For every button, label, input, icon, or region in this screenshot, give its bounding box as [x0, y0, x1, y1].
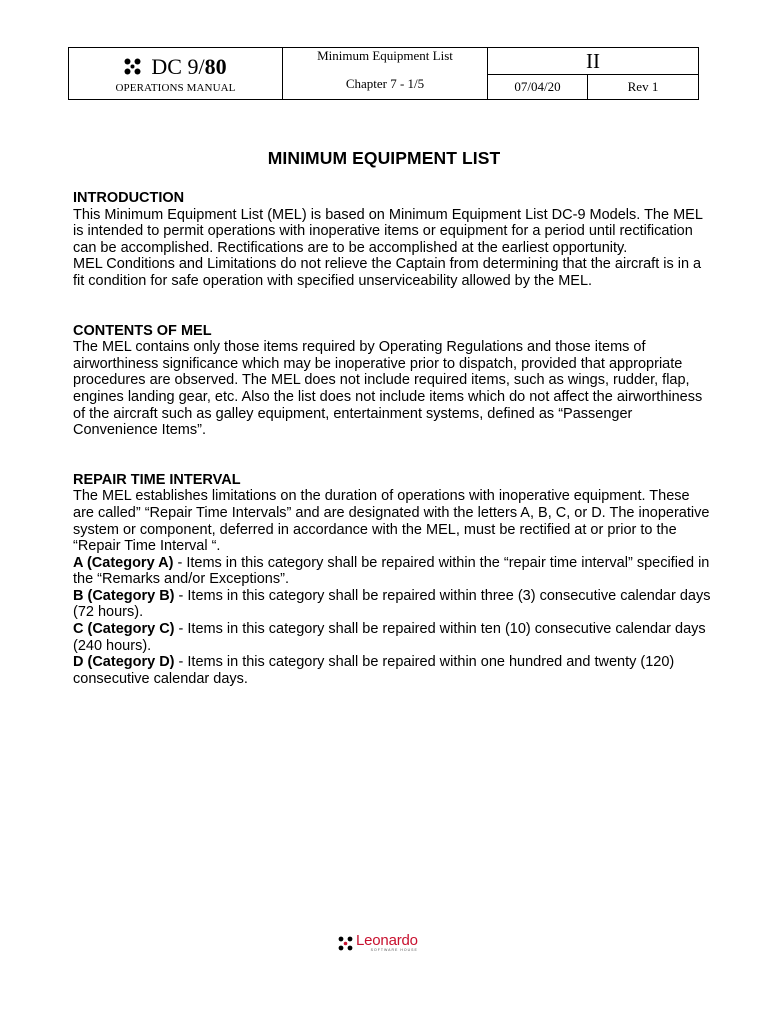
category-c-text: - Items in this category shall be repaired within ten (10) consecutive calendar days (240 hours).: [73, 621, 706, 654]
contents-section: [73, 323, 713, 439]
document-header: [68, 47, 699, 100]
category-a-label: A (Category A): [73, 554, 174, 571]
category-c-label: C (Category C): [73, 621, 175, 638]
aircraft-model: DC 9/80: [151, 53, 227, 79]
manual-name: OPERATIONS MANUAL: [115, 81, 236, 94]
introduction-paragraph-1: This Minimum Equipment List (MEL) is based on Minimum Equipment List DC-9 Models. The MEL is intended to permit operations with inoperative items or equipment for a period until rectification can be accomplished. Rectifications are to be accomplished at the earliest opportunity.: [73, 206, 703, 256]
brand-tagline: SOFTWARE HOUSE: [370, 948, 418, 952]
introduction-heading: INTRODUCTION: [73, 190, 185, 206]
four-dot-logo-icon: [124, 58, 141, 75]
category-b-text: - Items in this category shall be repaired within three (3) consecutive calendar days (72 hours).: [73, 587, 711, 621]
category-c: [73, 621, 713, 654]
page-title: MINIMUM EQUIPMENT LIST: [267, 148, 501, 168]
brand-name: Leonardo: [356, 932, 418, 949]
category-a-text: - Items in this category shall be repaired within the “repair time interval” specified in the “Remarks and/or Exceptions”.: [73, 554, 710, 588]
category-a: [73, 555, 713, 588]
category-d-text: - Items in this category shall be repaired within one hundred and twenty (120) consecutive calendar days.: [73, 654, 675, 687]
document-body: [73, 190, 713, 720]
repair-paragraph: The MEL establishes limitations on the duration of operations with inoperative equipment. These are called” “Repair Time Intervals” and are designated with the letters A, B, C, or D. The inoperative system or component, deferred in accordance with the MEL, must be rectified at or prior to the “Repair Time Interval “.: [73, 488, 710, 555]
chapter-page: Chapter 7 - 1/5: [345, 75, 425, 91]
contents-paragraph: The MEL contains only those items required by Operating Regulations and those items of airworthiness significance which may be inoperative prior to dispatch, provided that appropriate procedures are observed. The MEL does not include required items, such as wings, rudder, flap, engines landing gear, etc. Also the list does not include items which do not affect the airworthiness of the aircraft such as galley equipment, entertainment systems, defined as “Passenger Convenience Items”.: [73, 339, 703, 439]
contents-heading: CONTENTS OF MEL: [73, 322, 212, 339]
footer-logo: [338, 933, 418, 953]
introduction-section: [73, 190, 713, 290]
category-b: [73, 588, 713, 621]
header-doc-cell: [283, 48, 488, 100]
leonardo-dots-icon: [338, 936, 353, 951]
introduction-paragraph-2: MEL Conditions and Limitations do not relieve the Captain from determining that the aircraft is in a fit condition for safe operation with specified unserviceability allowed by the MEL.: [73, 256, 702, 289]
doc-title: Minimum Equipment List: [317, 47, 453, 63]
section-number: II: [488, 48, 699, 75]
category-d-label: D (Category D): [73, 654, 175, 671]
category-b-label: B (Category B): [73, 587, 175, 604]
repair-section: [73, 472, 713, 688]
header-logo-cell: [69, 48, 283, 100]
revision-number: Rev 1: [588, 75, 699, 100]
revision-date: 07/04/20: [488, 75, 588, 100]
category-d: [73, 654, 713, 687]
repair-heading: REPAIR TIME INTERVAL: [73, 471, 241, 488]
leonardo-wordmark: [356, 934, 418, 952]
